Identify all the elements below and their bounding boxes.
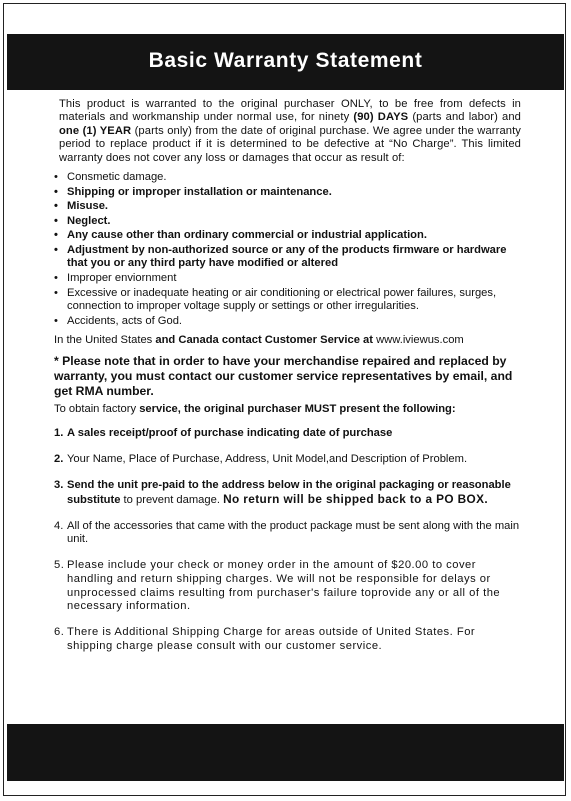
po-box-warning: No return will be shipped back to a PO BOX. xyxy=(223,491,489,506)
step-number: 4. xyxy=(54,519,64,532)
obtain-prefix: To obtain factory xyxy=(54,403,140,416)
step-number: 5. xyxy=(54,559,65,572)
requirement-item xyxy=(54,479,521,507)
exclusion-item: • Any cause other than ordinary commercial or industrial application. xyxy=(54,229,521,242)
step-text: All of the accessories that came with the product package must be sent along with the main unit. xyxy=(67,519,520,546)
days-term: (90) DAYS xyxy=(353,111,409,124)
year-term: one (1) YEAR xyxy=(59,124,132,137)
requirement-item xyxy=(54,626,521,653)
exclusion-item: • Consmetic damage. xyxy=(54,171,521,184)
contact-line xyxy=(54,334,521,347)
step-number: 3. xyxy=(54,479,64,491)
header-banner xyxy=(7,34,564,90)
step-number: 6. xyxy=(54,626,65,639)
rma-note: * Please note that in order to have your merchandise repaired and replaced by warranty, you must contact our customer service representatives by email, and get RMA number. xyxy=(54,354,513,399)
step-text: There is Additional Shipping Charge for areas outside of United States. For shipping charge please consult with our customer service. xyxy=(67,626,476,652)
step-text: Please include your check or money order in the amount of $20.00 to cover handling and return shipping charges. We will not be responsible for delays or unprocessed claims resulting from purchaser's failure toprovide any or all of the necessary information. xyxy=(67,559,501,613)
exclusion-item: • Misuse. xyxy=(54,200,521,213)
exclusion-item: • Adjustment by non-authorized source or any of the products firmware or hardware that you or any third party have modified or altered xyxy=(54,244,521,271)
step-number: 2. xyxy=(54,452,64,465)
exclusion-item: • Neglect. xyxy=(54,215,521,228)
contact-prefix: In the United States xyxy=(54,334,153,346)
footer-banner xyxy=(7,724,564,781)
requirement-item xyxy=(54,520,521,547)
contact-url: www.iviewus.com xyxy=(376,334,464,346)
requirement-item xyxy=(54,453,521,467)
exclusion-item: • Accidents, acts of God. xyxy=(54,315,521,328)
obtain-line xyxy=(54,403,521,416)
step-text-plain: to prevent damage. xyxy=(120,493,224,506)
exclusion-item: • Shipping or improper installation or maintenance. xyxy=(54,186,521,199)
requirement-item xyxy=(54,559,521,613)
intro-text-1: This product is warranted to the original purchaser ONLY, to be free from defects in materials and workmanship under normal use, for ninety xyxy=(59,98,521,124)
page-title: Basic Warranty Statement xyxy=(148,49,423,72)
exclusions-list xyxy=(54,171,521,328)
warranty-body xyxy=(54,98,521,666)
step-text: A sales receipt/proof of purchase indicating date of purchase xyxy=(67,426,393,439)
obtain-bold: service, the original purchaser MUST present the following: xyxy=(139,403,456,416)
exclusion-item: • Excessive or inadequate heating or air conditioning or electrical power failures, surges, connection to improper voltage supply or settings or other irregularities. xyxy=(54,287,521,314)
step-text-bold: Send the unit pre-paid to the address below in the original packaging or reasonable substitute xyxy=(67,479,511,506)
exclusion-item: • Improper enviornment xyxy=(54,272,521,285)
contact-bold: and Canada contact Customer Service at xyxy=(152,334,377,346)
intro-paragraph xyxy=(59,98,521,165)
intro-text-2: (parts and labor) and xyxy=(408,111,521,124)
requirement-item xyxy=(54,427,521,441)
step-number: 1. xyxy=(54,426,64,439)
requirements-list xyxy=(54,427,521,654)
step-text: Your Name, Place of Purchase, Address, Unit Model,and Description of Problem. xyxy=(67,452,468,465)
intro-text-3: (parts only) from the date of original purchase. We agree under the warranty period to replace product if it is determined to be defective at “No Charge”. This limited warranty does not cover any loss or damages that occur as result of: xyxy=(59,124,521,164)
